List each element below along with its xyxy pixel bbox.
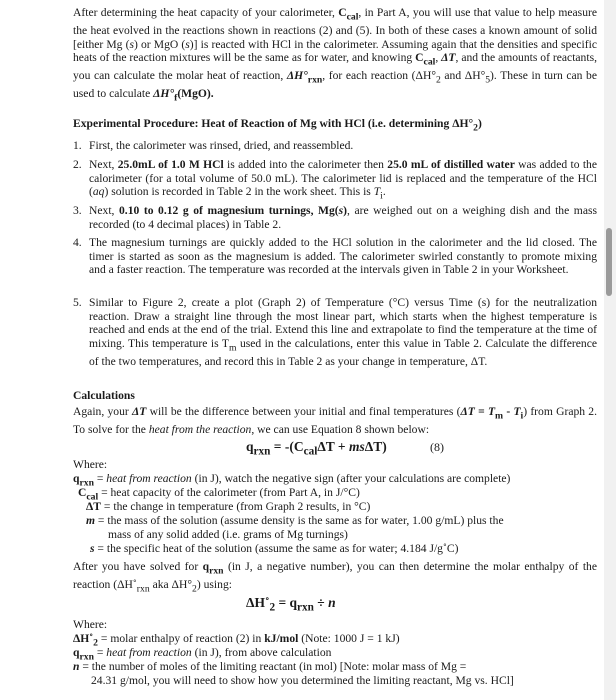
definition-delta-t: ΔT = the change in temperature (from Graph 2 results, in °C) (86, 500, 371, 513)
step-number: 2. (73, 158, 82, 171)
equation-number: (8) (430, 440, 444, 454)
step-number: 4. (73, 236, 82, 249)
intro-paragraph: After determining the heat capacity of your calorimeter, $C_{cal}$, in Part A, you will use that value to help measure the heat evolved in the reactions shown in reactions (2) and (5). In both of these cases a known amount of solid [either Mg (s) or MgO (s)] is reacted with HCl in the calorimeter. Assuming again that the densities and specific heats of the reaction mixtures will be the same as for water, and knowing $C_{cal}$, ΔT, and the amounts of reactants, you can calculate the molar heat of reaction, $\Delta H^\circ_{rxn}$, for each reaction ($\Delta H^\circ_2$ and $\Delta H^\circ_5$). These in turn can be used to calculate $\Delta H^\circ_f(MgO)$. (73, 6, 597, 104)
step-3 (73, 204, 597, 231)
definition-moles: n = the number of moles of the limiting reactant (in mol) [Note: molar mass of Mg = 24.31 g/mol, you will need to show how you determined the limiting reactant, Mg vs. HCl] (73, 660, 514, 687)
definition-qrxn-2: $q_{rxn}$ = heat from reaction (in J), from above calculation (73, 646, 332, 663)
step-number: 5. (73, 296, 82, 309)
vertical-scrollbar[interactable] (604, 0, 616, 700)
step-text: Similar to Figure 2, create a plot (Graph 2) of Temperature (°C) versus Time (s) for the neutralization reaction. Draw a straight line through the most linear part, which starts when the highest temperature is reached and ends at the end of the trial. Extend this line and extrapolate to find the temperature at the time of mixing. This temperature is $T_m$ used in the calculations, enter this value in Table 2. Calculate the difference of the two temperatures, and record this in Table 2 as your change in temperature, ΔT. (89, 296, 597, 369)
equation-8: $q_{rxn} = -(C_{cal}\Delta T + ms\Delta T)$ (246, 439, 387, 458)
equation-molar-enthalpy: $\Delta H˚_2 = q_{rxn} \div n$ (246, 595, 336, 614)
definition-ccal: $C_{cal}$ = heat capacity of the calorimeter (from Part A, in J/°C) (78, 486, 360, 503)
step-text: Next, 25.0mL of 1.0 M HCl is added into the calorimeter then 25.0 mL of distilled water was added to the calorimeter (for a total volume of 50.0 mL). The calorimeter lid is replaced and the temperature of the HCl (aq) solution is recorded in Table 2 in the work sheet. This is $T_i$. (89, 158, 597, 202)
scrollbar-thumb[interactable] (606, 228, 612, 296)
definition-specific-heat: s = the specific heat of the solution (assume the same as for water; 4.184 J/g˚C) (90, 542, 459, 555)
step-4 (73, 236, 597, 277)
step-number: 3. (73, 204, 82, 217)
step-text: Next, 0.10 to 0.12 g of magnesium turnings, Mg(s), are weighed out on a weighing dish and the mass recorded (to 4 decimal places) in Table 2. (89, 204, 597, 231)
step-5 (73, 296, 597, 369)
step-1 (73, 139, 597, 153)
step-text: First, the calorimeter was rinsed, dried, and reassembled. (89, 139, 354, 152)
where-label: Where: (73, 618, 108, 631)
step-number: 1. (73, 139, 82, 152)
definition-mass: m = the mass of the solution (assume density is the same as for water, 1.00 g/mL) plus the mass of any solid added (i.e. grams of Mg turnings) (86, 514, 504, 541)
after-paragraph: After you have solved for $q_{rxn}$ (in J, a negative number), you can then determine the molar enthalpy of the reaction ($\Delta H˚_{rxn}$ aka $\Delta H^\circ_2$) using: (73, 560, 597, 595)
section-heading: Experimental Procedure: Heat of Reaction of Mg with HCl (i.e. determining $\Delta H^\circ_2$) (73, 117, 482, 134)
step-2 (73, 158, 597, 203)
definition-qrxn: $q_{rxn}$ = heat from reaction (in J), watch the negative sign (after your calculations are complete) (73, 472, 511, 489)
calculations-heading: Calculations (73, 389, 135, 402)
calculations-paragraph: Again, your ΔT will be the difference between your initial and final temperatures $(\Delta T = T_m - T_i)$ from Graph 2. To solve for the heat from the reaction, we can use Equation 8 shown below: (73, 405, 597, 437)
step-text: The magnesium turnings are quickly added to the HCl solution in the calorimeter and the lid closed. The timer is started as soon as the magnesium is added. The calorimeter swirled constantly to promote mixing and a faster reaction. The temperature was recorded at the intervals given in Table 2 in your Worksheet. (89, 236, 597, 277)
definition-delta-h2: $\Delta H˚_2$ = molar enthalpy of reaction (2) in kJ/mol (Note: 1000 J = 1 kJ) (73, 632, 400, 649)
where-label: Where: (73, 458, 108, 471)
